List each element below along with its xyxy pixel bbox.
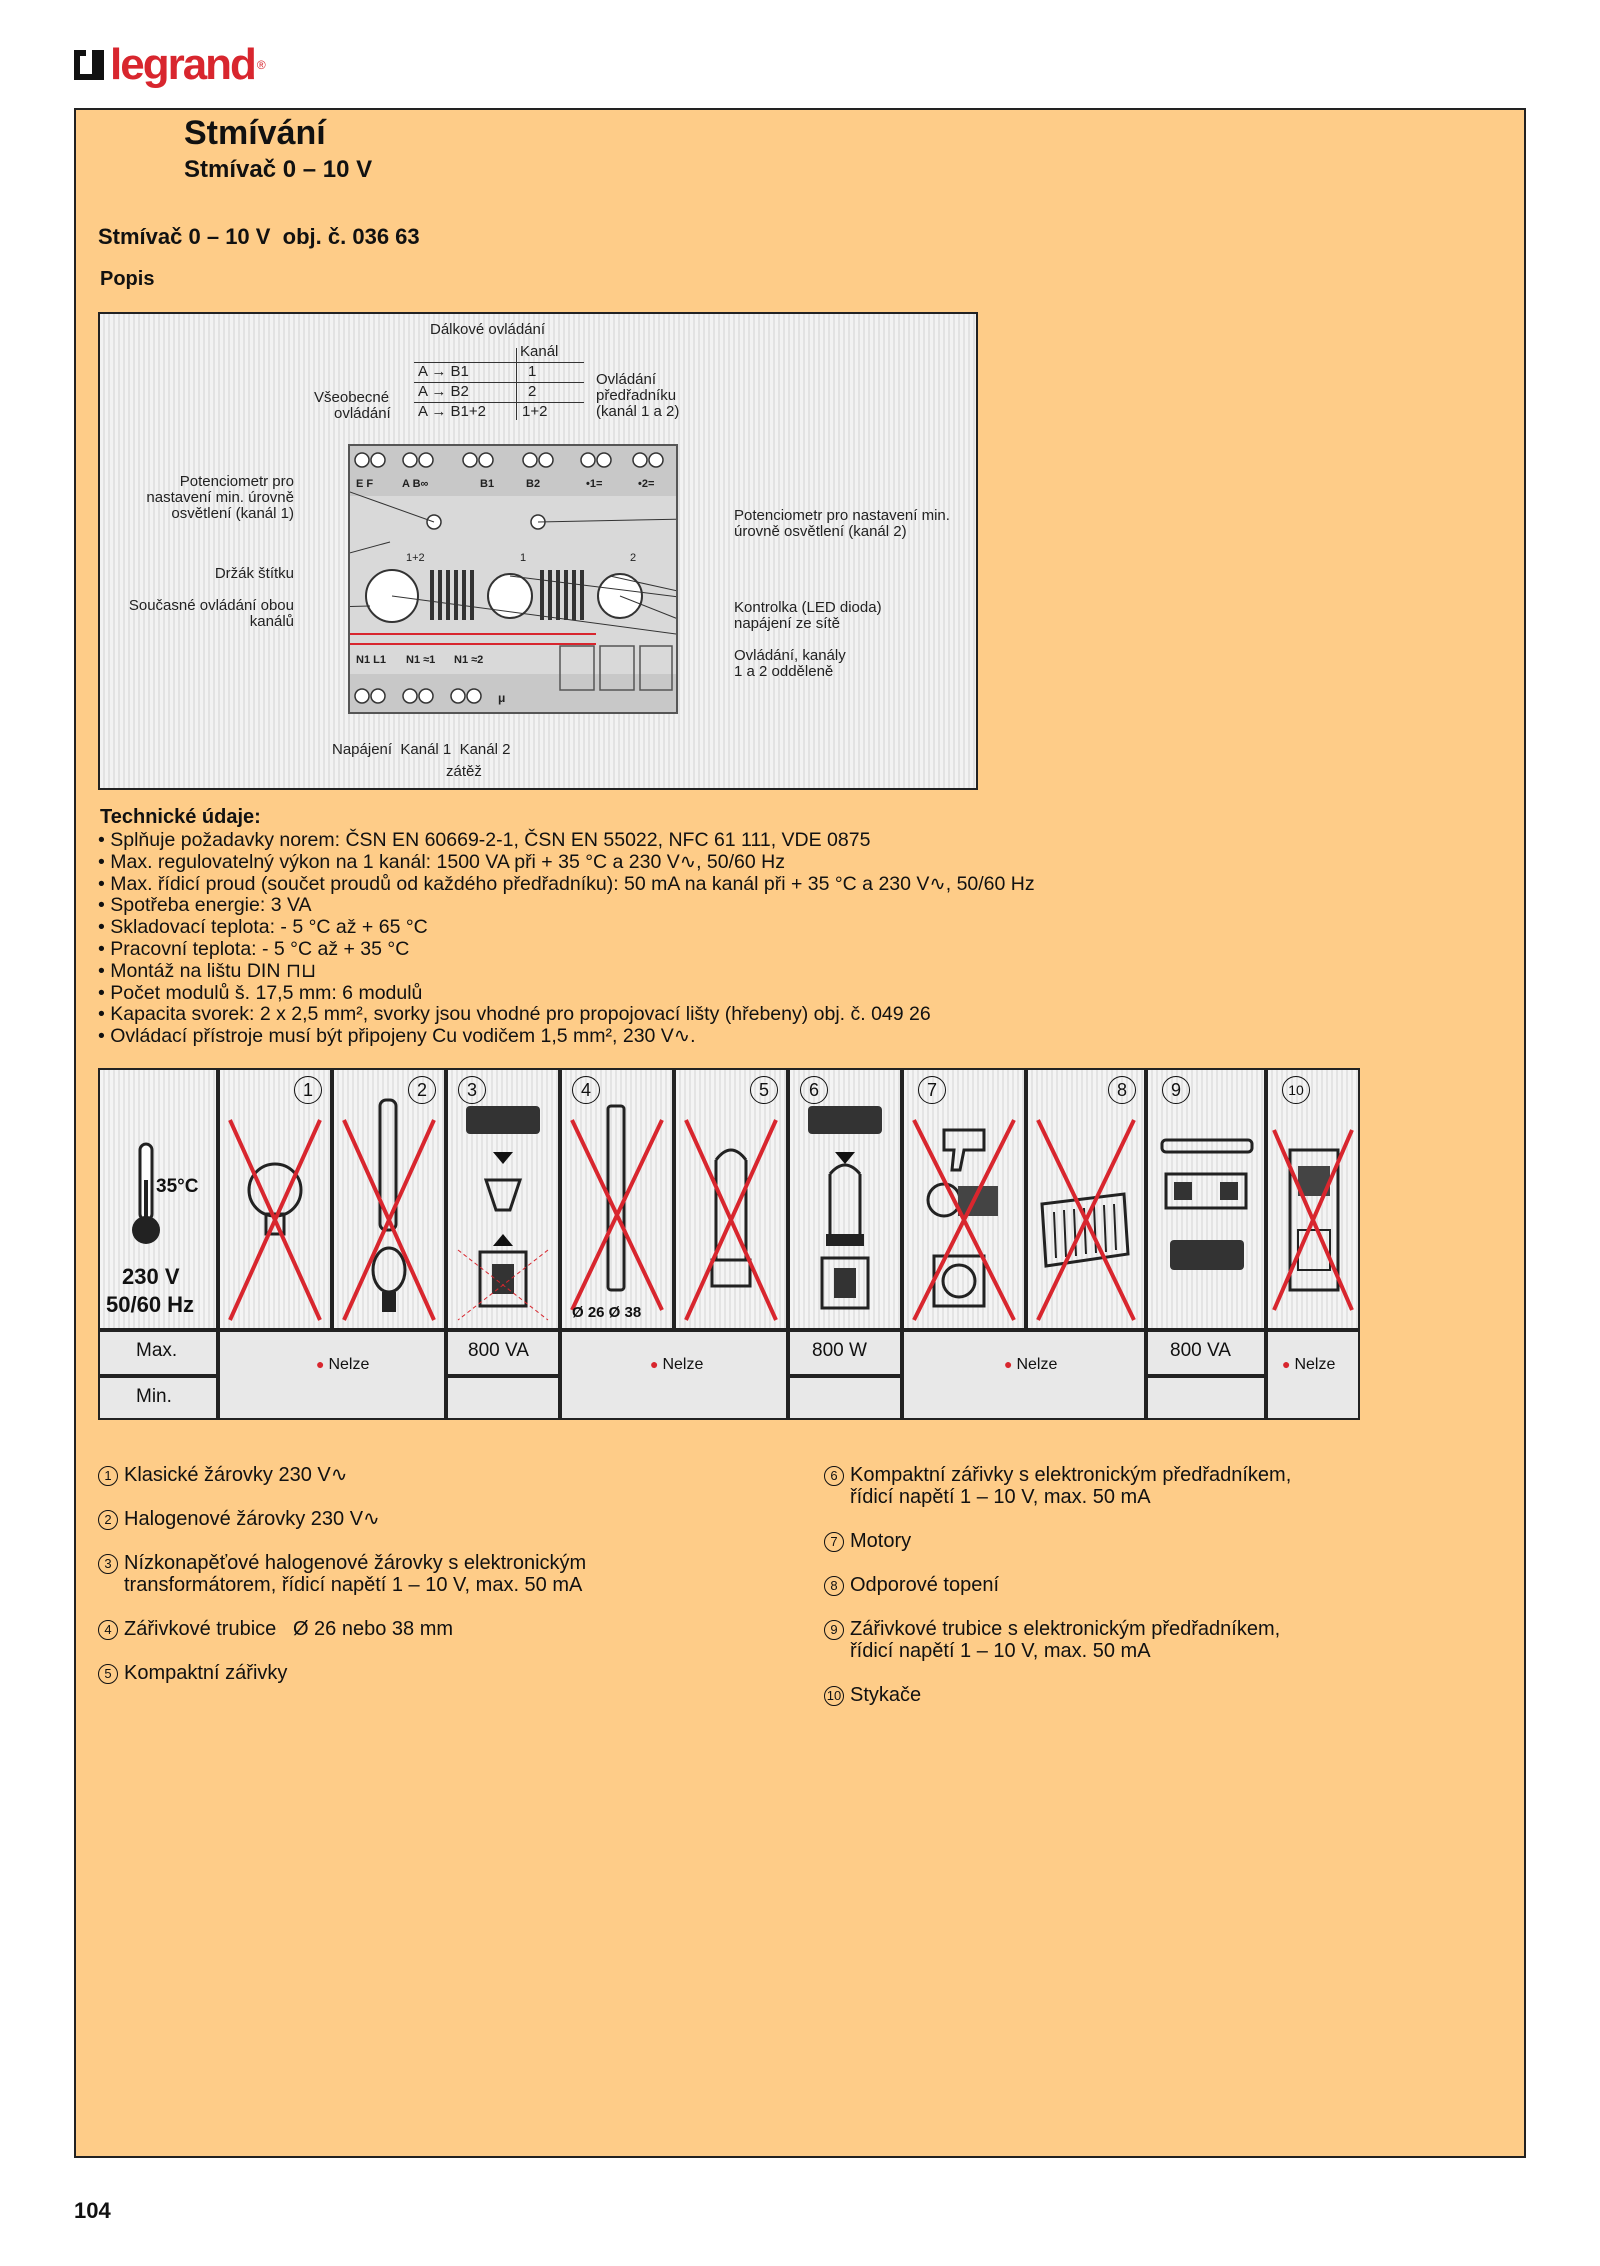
- dimmer-device: [348, 444, 678, 714]
- legend-item-8: [824, 1574, 999, 1596]
- tech-item: • Skladovací teplota: - 5 °C až + 65 °C: [98, 917, 1035, 939]
- device-diagram: [98, 312, 978, 790]
- label-soucasne-1: Současné ovládání obou: [128, 597, 294, 614]
- label-predradnik-1: Ovládání: [596, 371, 657, 388]
- load-number-2: 2: [408, 1076, 436, 1104]
- tech-item: • Max. regulovatelný výkon na 1 kanál: 1500 VA při + 35 °C a 230 V∿, 50/60 Hz: [98, 852, 1035, 874]
- legend-text: Halogenové žárovky 230 V∿: [124, 1508, 380, 1530]
- legend-item-3: [98, 1552, 586, 1596]
- conditions-cell: [100, 1070, 216, 1328]
- legend-text: Kompaktní zářivky s elektronickým předřadníkem,: [850, 1464, 1292, 1486]
- nelze-label: [650, 1356, 703, 1374]
- remote-row-3-left: A → B1+2: [418, 403, 486, 420]
- load-cell-5: [676, 1070, 786, 1328]
- fluorescent-tube-icon: [562, 1070, 672, 1328]
- load-cell-10: [1268, 1070, 1358, 1328]
- halogen-bulb-icon: [334, 1070, 444, 1328]
- load-number-1: 1: [294, 1076, 322, 1104]
- compact-fluorescent-icon: [676, 1070, 786, 1328]
- load-number-5: 5: [750, 1076, 778, 1104]
- page-title: Stmívání: [184, 114, 326, 152]
- value-cell-9-max: [1148, 1332, 1264, 1374]
- legend-item-10: [824, 1684, 921, 1706]
- tech-item: • Počet modulů š. 17,5 mm: 6 modulů: [98, 983, 1035, 1005]
- nelze-label: [1004, 1356, 1057, 1374]
- device-top-label-2: A B∞: [402, 478, 429, 490]
- red-dot-icon: ●: [316, 1356, 325, 1372]
- load-cell-4: [562, 1070, 672, 1328]
- legend-item-4: [98, 1618, 453, 1640]
- label-bottom-1: Napájení Kanál 1 Kanál 2: [332, 741, 511, 758]
- load-compatibility-matrix: [98, 1068, 1360, 1420]
- legend-number: 1: [98, 1466, 118, 1486]
- remote-table-divider: [516, 348, 517, 420]
- load-number-7: 7: [918, 1076, 946, 1104]
- legend-item-1: [98, 1464, 348, 1486]
- tech-item: • Max. řídicí proud (součet proudů od každého předřadníku): 50 mA na kanál při + 35 °C a 230 V∿, 50/60 Hz: [98, 874, 1035, 896]
- load-cell-8: [1028, 1070, 1144, 1328]
- label-ovladani: ovládání: [334, 405, 391, 422]
- temperature-label: 35°C: [156, 1176, 199, 1197]
- device-top-label-3: B1: [480, 478, 495, 490]
- label-pot1-2: nastavení min. úrovně: [146, 489, 294, 506]
- label-pot2-1: Potenciometr pro nastavení min.: [734, 507, 950, 524]
- label-pot2-2: úrovně osvětlení (kanál 2): [734, 523, 907, 540]
- load-cell-1: [220, 1070, 330, 1328]
- device-bottom-label-3: N1 ≈2: [454, 654, 484, 666]
- device-led-label-1: 1+2: [406, 552, 425, 564]
- device-bottom-label-4: μ: [498, 691, 506, 705]
- remote-row-2-left: A → B2: [418, 383, 469, 400]
- compact-fluorescent-ballast-icon: [790, 1070, 900, 1328]
- motor-icon: [904, 1070, 1024, 1328]
- load-cell-3: [448, 1070, 558, 1328]
- tech-list: [98, 830, 1035, 1048]
- low-voltage-halogen-icon: [448, 1070, 558, 1328]
- legend-text: Nízkonapěťové halogenové žárovky s elektronickým: [124, 1552, 587, 1574]
- min-label: Min.: [136, 1386, 172, 1407]
- load-number-10: 10: [1282, 1076, 1310, 1104]
- nelze-text: Nelze: [662, 1356, 704, 1373]
- device-top-label-1: E F: [356, 478, 374, 490]
- label-kanaly-2: 1 a 2 odděleně: [734, 663, 834, 680]
- tech-heading: Technické údaje:: [100, 806, 261, 828]
- nelze-label: [1282, 1356, 1335, 1374]
- device-top-label-5: •1=: [586, 478, 603, 490]
- legend-text-line2: řídicí napětí 1 – 10 V, max. 50 mA: [850, 1486, 1151, 1508]
- legend-item-2: [98, 1508, 380, 1530]
- fluorescent-ballast-icon: [1148, 1070, 1264, 1328]
- value-cell-6-max: [790, 1332, 900, 1374]
- legrand-logo: [74, 40, 266, 90]
- value-cell-3-min: [448, 1378, 558, 1418]
- load-number-6: 6: [800, 1076, 828, 1104]
- load-number-3: 3: [458, 1076, 486, 1104]
- red-dot-icon: ●: [1282, 1356, 1291, 1372]
- label-vseobecne: Všeobecné: [314, 389, 390, 406]
- legend-text: Klasické žárovky 230 V∿: [124, 1464, 348, 1486]
- legend-text: Stykače: [850, 1684, 922, 1706]
- label-kontrolka-2: napájení ze sítě: [734, 615, 840, 632]
- device-top-label-6: •2=: [638, 478, 655, 490]
- device-led-label-2: 1: [520, 552, 527, 564]
- legend-item-9: [824, 1618, 1280, 1662]
- red-dot-icon: ●: [650, 1356, 659, 1372]
- tech-item: • Splňuje požadavky norem: ČSN EN 60669-2-1, ČSN EN 55022, NFC 61 111, VDE 0875: [98, 830, 1035, 852]
- legend-text: Zářivkové trubice Ø 26 nebo 38 mm: [124, 1618, 454, 1640]
- legend-number: 2: [98, 1510, 118, 1530]
- legend-item-7: [824, 1530, 911, 1552]
- tech-item: • Ovládací přístroje musí být připojeny Cu vodičem 1,5 mm², 230 V∿.: [98, 1026, 1035, 1048]
- logo-registered-mark: ®: [256, 58, 266, 72]
- legend-number: 7: [824, 1532, 844, 1552]
- page-number: 104: [74, 2198, 111, 2223]
- device-bottom-label-2: N1 ≈1: [406, 654, 436, 666]
- value-cell-6-min: [790, 1378, 900, 1418]
- label-soucasne-2: kanálů: [249, 613, 294, 630]
- nelze-text: Nelze: [1016, 1356, 1058, 1373]
- contactor-icon: [1268, 1070, 1358, 1328]
- remote-row-3-right: 1+2: [522, 403, 548, 420]
- legend-text: Odporové topení: [850, 1574, 999, 1596]
- heater-icon: [1028, 1070, 1144, 1328]
- load-number-9: 9: [1162, 1076, 1190, 1104]
- label-predradnik-3: (kanál 1 a 2): [596, 403, 680, 420]
- load-cell-2: [334, 1070, 444, 1328]
- nelze-text: Nelze: [328, 1356, 370, 1373]
- label-kanaly-1: Ovládání, kanály: [734, 647, 846, 664]
- content-frame: [74, 108, 1526, 2158]
- legend-text-line2: řídicí napětí 1 – 10 V, max. 50 mA: [850, 1640, 1151, 1662]
- legrand-mark-icon: [74, 48, 104, 82]
- max-value-9: 800 VA: [1170, 1340, 1231, 1361]
- label-pot1-1: Potenciometr pro: [179, 473, 294, 490]
- tech-item: • Spotřeba energie: 3 VA: [98, 895, 1035, 917]
- nelze-text: Nelze: [1294, 1356, 1336, 1373]
- legend-number: 6: [824, 1466, 844, 1486]
- device-top-label-4: B2: [526, 478, 541, 490]
- max-label: Max.: [136, 1340, 178, 1361]
- device-terminals-svg: [350, 446, 676, 712]
- remote-row-1-right: 1: [528, 363, 537, 380]
- value-cell-4-5: [562, 1332, 786, 1418]
- value-cell-3-max: [448, 1332, 558, 1374]
- device-bottom-label-1: N1 L1: [356, 654, 386, 666]
- legend-item-6: [824, 1464, 1291, 1508]
- legend-number: 8: [824, 1576, 844, 1596]
- value-cell-7-8: [904, 1332, 1144, 1418]
- label-predradnik-2: předřadníku: [596, 387, 677, 404]
- nelze-label: [316, 1356, 369, 1374]
- voltage-label: 230 V: [122, 1264, 180, 1289]
- legend-number: 9: [824, 1620, 844, 1640]
- label-bottom-2: zátěž: [446, 763, 482, 780]
- max-label-cell: [100, 1332, 216, 1374]
- load-number-8: 8: [1108, 1076, 1136, 1104]
- legend-number: 4: [98, 1620, 118, 1640]
- legend-number: 5: [98, 1664, 118, 1684]
- max-value-3: 800 VA: [468, 1340, 529, 1361]
- legend-text: Zářivkové trubice s elektronickým předřadníkem,: [850, 1618, 1281, 1640]
- load-cell-6: [790, 1070, 900, 1328]
- remote-row-1-left: A → B1: [418, 363, 469, 380]
- tech-item: • Pracovní teplota: - 5 °C až + 35 °C: [98, 939, 1035, 961]
- load-number-4: 4: [572, 1076, 600, 1104]
- red-dot-icon: ●: [1004, 1356, 1013, 1372]
- kanal-header: Kanál: [520, 343, 559, 360]
- page-subtitle: Stmívač 0 – 10 V: [184, 156, 373, 183]
- legend-number: 3: [98, 1554, 118, 1574]
- legend-number: 10: [824, 1686, 844, 1706]
- label-pot1-3: osvětlení (kanál 1): [171, 505, 294, 522]
- logo-wordmark: legrand: [110, 40, 255, 89]
- popis-heading: Popis: [100, 268, 155, 290]
- load-cell-7: [904, 1070, 1024, 1328]
- legend-text-line2: transformátorem, řídicí napětí 1 – 10 V, max. 50 mA: [124, 1574, 583, 1596]
- remote-control-title: Dálkové ovládání: [430, 321, 546, 338]
- min-label-cell: [100, 1378, 216, 1418]
- remote-row-2-right: 2: [528, 383, 537, 400]
- device-led-label-3: 2: [630, 552, 637, 564]
- max-value-6: 800 W: [812, 1340, 867, 1361]
- legend-text: Kompaktní zářivky: [124, 1662, 288, 1684]
- value-cell-1-2: [220, 1332, 444, 1418]
- tech-item: • Montáž na lištu DIN ⊓⊔: [98, 961, 1035, 983]
- frequency-label: 50/60 Hz: [106, 1292, 195, 1317]
- tech-item: • Kapacita svorek: 2 x 2,5 mm², svorky jsou vhodné pro propojovací lišty (hřebeny) obj. č. 049 26: [98, 1004, 1035, 1026]
- load-cell-9: [1148, 1070, 1264, 1328]
- incandescent-bulb-icon: [220, 1070, 330, 1328]
- value-cell-10: [1268, 1332, 1358, 1418]
- legend-text: Motory: [850, 1530, 912, 1552]
- label-kontrolka-1: Kontrolka (LED dioda): [734, 599, 882, 616]
- value-cell-9-min: [1148, 1378, 1264, 1418]
- label-drzak: Držák štítku: [214, 565, 294, 582]
- fluorescent-diameter-label: Ø 26 Ø 38: [572, 1304, 642, 1321]
- legend-item-5: [98, 1662, 287, 1684]
- product-heading: Stmívač 0 – 10 V obj. č. 036 63: [98, 224, 420, 249]
